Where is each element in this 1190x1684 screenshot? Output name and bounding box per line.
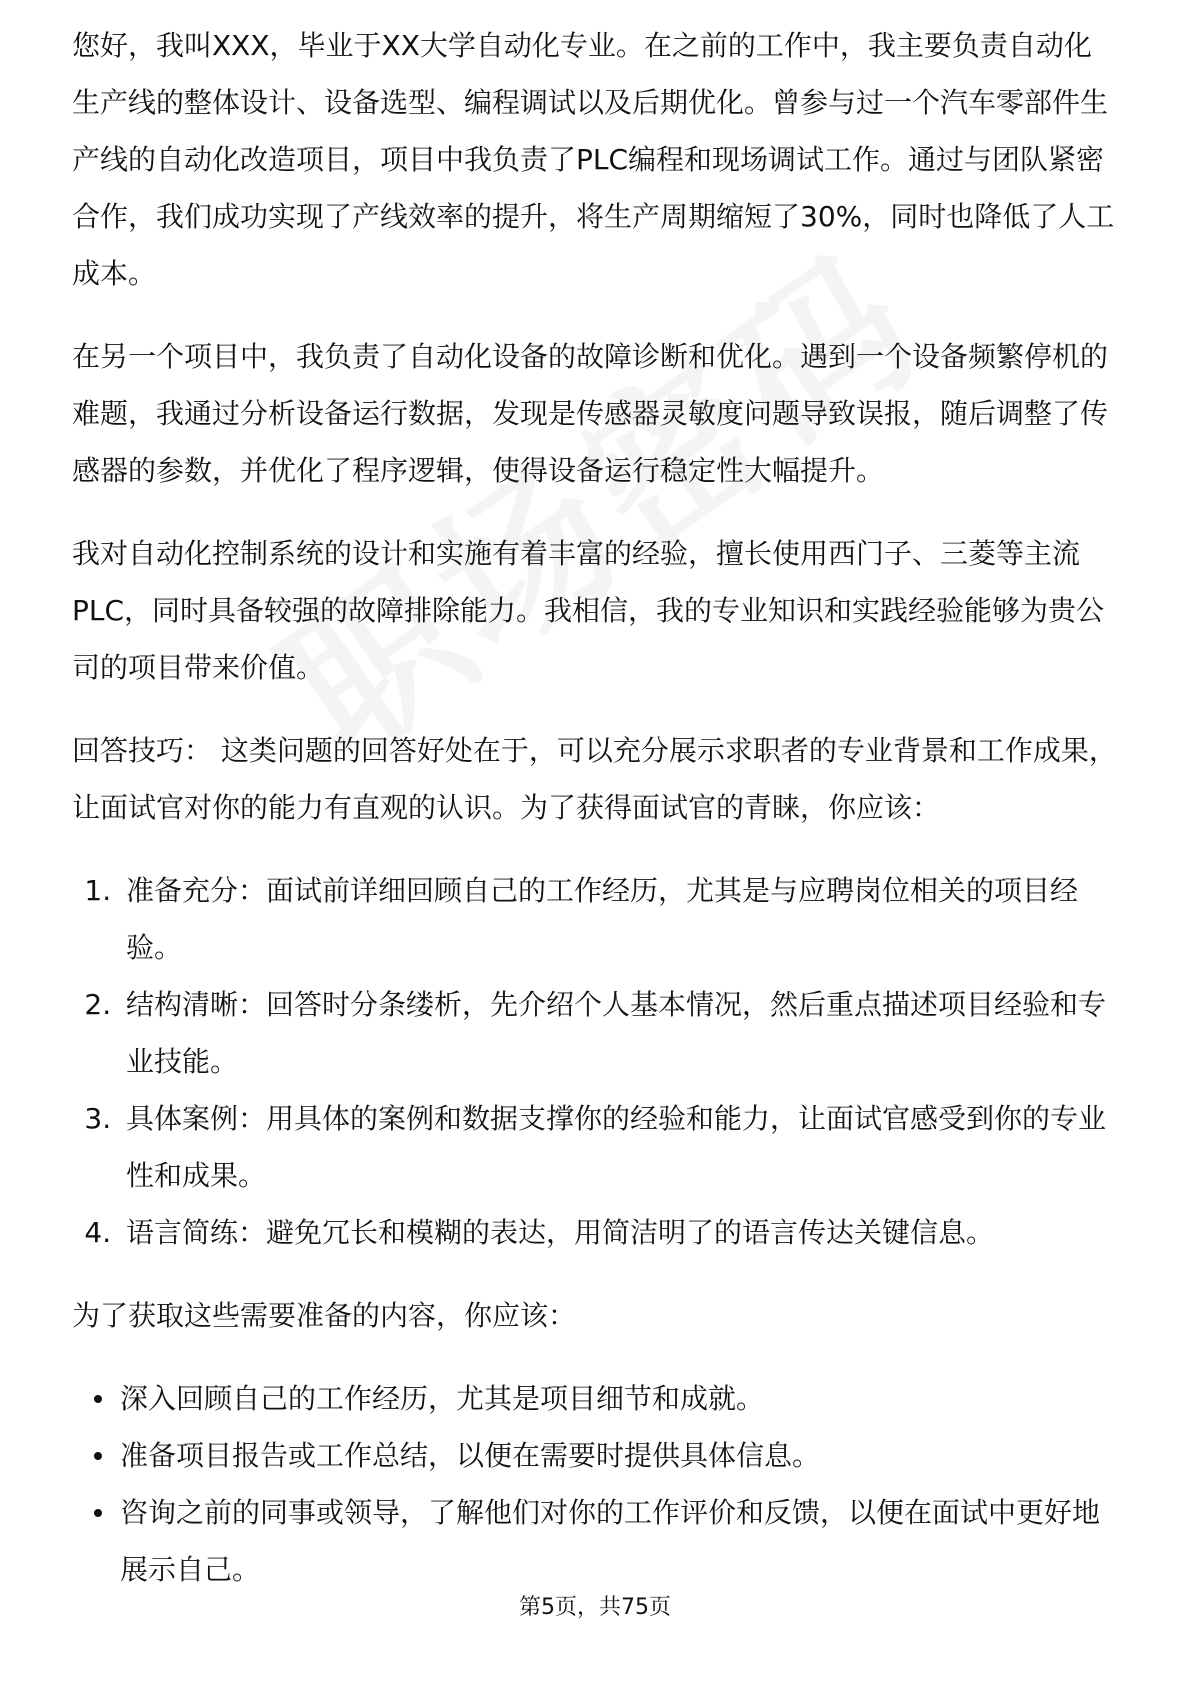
tips-list-item: 3. 具体案例：用具体的案例和数据支撑你的经验和能力，让面试官感受到你的专业性和成果。 bbox=[120, 1090, 1122, 1204]
prep-list bbox=[72, 1370, 1122, 1598]
paragraph-project-experience: 生产线的整体设计、设备选型、编程调试以及后期优化。曾参与过一个汽车零部件生产线的自动化改造项目，项目中我负责了PLC编程和现场调试工作。通过与团队紧密合作，我们成功实现了产线效率的提升，将生产周期缩短了30%，同时也降低了人工成本。 bbox=[72, 86, 1115, 290]
tips-list-item: 4. 语言简练：避免冗长和模糊的表达，用简洁明了的语言传达关键信息。 bbox=[120, 1204, 1122, 1261]
prep-list-item: 深入回顾自己的工作经历，尤其是项目细节和成就。 bbox=[120, 1370, 1122, 1427]
tips-list bbox=[72, 862, 1122, 1261]
cut-off-line bbox=[72, 16, 1122, 74]
cut-off-text: 您好，我叫XXX，毕业于XX大学自动化专业。在之前的工作中，我主要负责自动化 bbox=[72, 29, 1092, 62]
paragraph-prep-intro: 为了获取这些需要准备的内容，你应该： bbox=[72, 1299, 577, 1332]
paragraph-answer-tips: 回答技巧： 这类问题的回答好处在于，可以充分展示求职者的专业背景和工作成果，让面试官对你的能力有直观的认识。为了获得面试官的青睐，你应该： bbox=[72, 734, 1117, 824]
tips-list-item: 1. 准备充分：面试前详细回顾自己的工作经历，尤其是与应聘岗位相关的项目经验。 bbox=[120, 862, 1122, 976]
prep-list-item: 准备项目报告或工作总结，以便在需要时提供具体信息。 bbox=[120, 1427, 1122, 1484]
paragraph-fault-diagnosis: 在另一个项目中，我负责了自动化设备的故障诊断和优化。遇到一个设备频繁停机的难题，我通过分析设备运行数据，发现是传感器灵敏度问题导致误报，随后调整了传感器的参数，并优化了程序逻辑，使得设备运行稳定性大幅提升。 bbox=[72, 340, 1109, 487]
tips-list-item: 2. 结构清晰：回答时分条缕析，先介绍个人基本情况，然后重点描述项目经验和专业技能。 bbox=[120, 976, 1122, 1090]
prep-list-item: 咨询之前的同事或领导，了解他们对你的工作评价和反馈，以便在面试中更好地展示自己。 bbox=[120, 1484, 1122, 1598]
document-body bbox=[72, 22, 1122, 1598]
paragraph-expertise: 我对自动化控制系统的设计和实施有着丰富的经验，擅长使用西门子、三菱等主流PLC，同时具备较强的故障排除能力。我相信，我的专业知识和实践经验能够为贵公司的项目带来价值。 bbox=[72, 537, 1105, 684]
page-number: 第5页，共75页 bbox=[519, 1595, 671, 1620]
